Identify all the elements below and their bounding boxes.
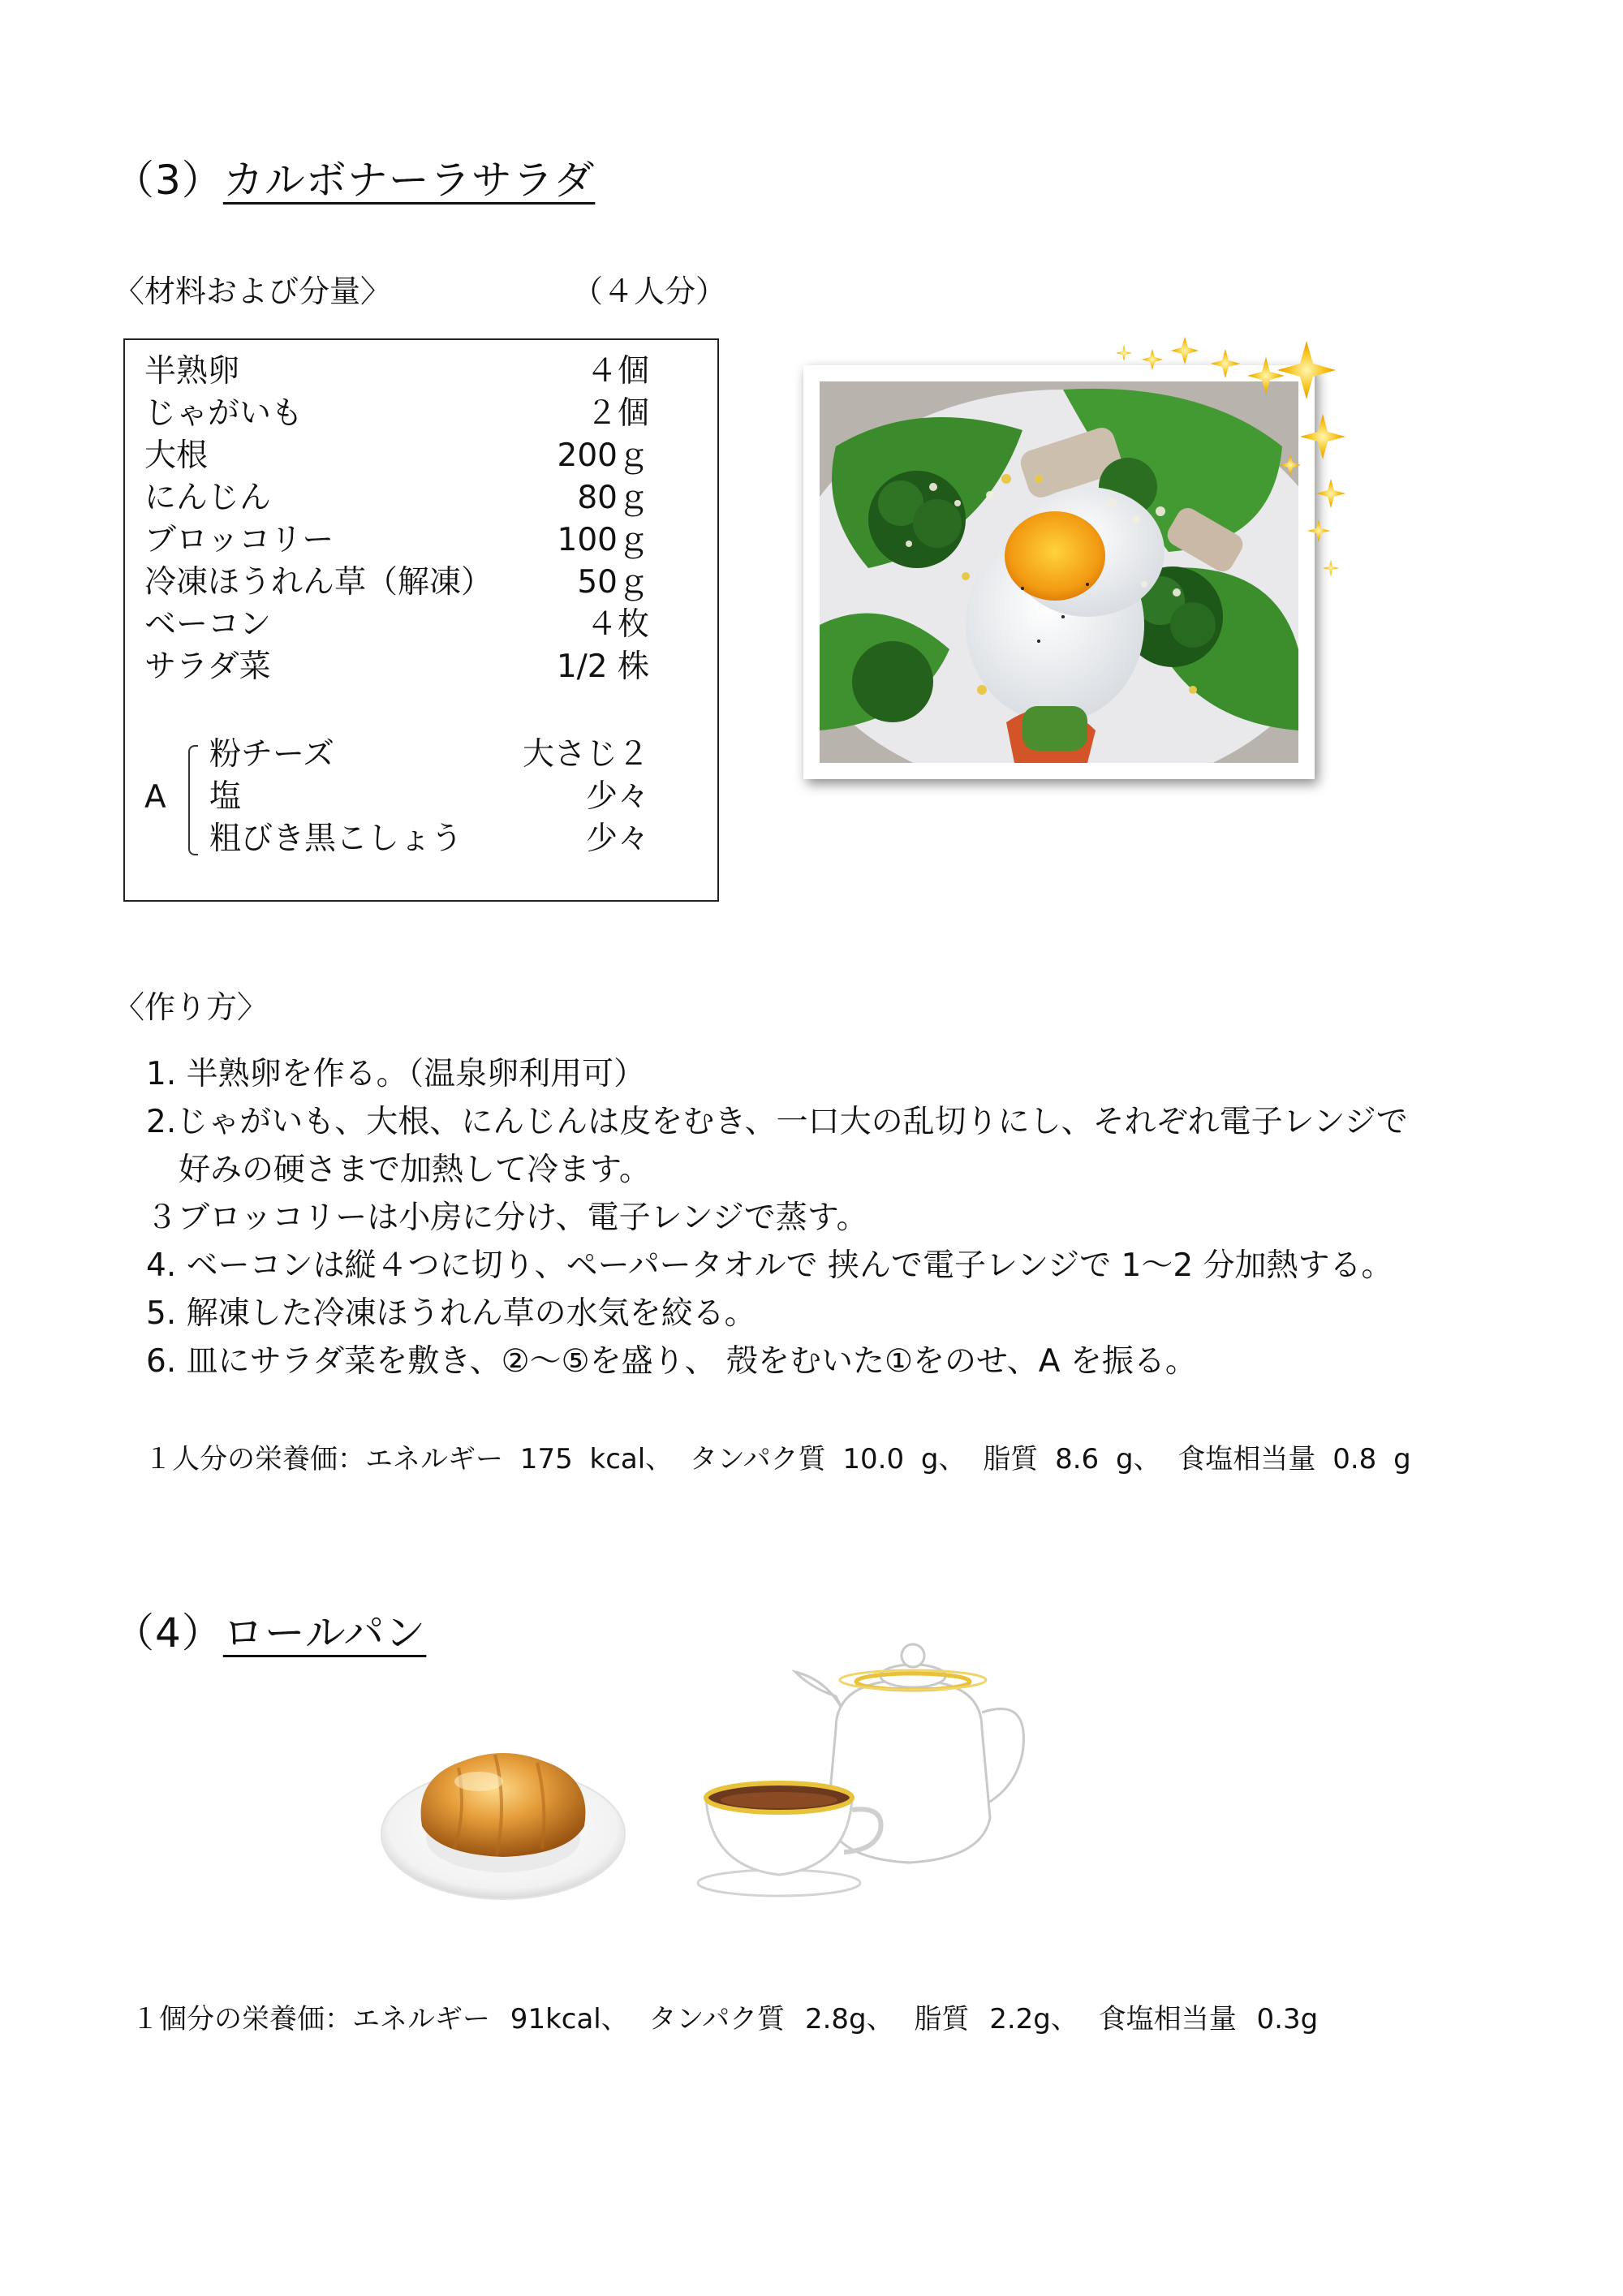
step-2: 2.じゃがいも、大根、にんじんは皮をむき、一口大の乱切りにし、それぞれ電子レンジで [146, 1104, 1408, 1140]
section-3-heading [114, 148, 595, 206]
ingredient-name: 粗びき黒こしょう [209, 821, 463, 857]
step-4: 4. ベーコンは縦４つに切り、ペーパータオルで 挟んで電子レンジで 1～2 分加熱する。 [146, 1247, 1393, 1284]
ingredient-amount: ４個 [585, 353, 649, 390]
ingredient-name: サラダ菜 [144, 648, 271, 685]
ingredient-row [144, 477, 664, 519]
section-3-nutrition: １人分の栄養価：エネルギー 175 kcal、 タンパク質 10.0 g、 脂質 8.6 g、 食塩相当量 0.8 g [144, 1443, 1411, 1475]
ingredient-name: 塩 [209, 778, 242, 815]
step-3: ３ブロッコリーは小房に分け、電子レンジで蒸す。 [146, 1200, 868, 1236]
ingredient-name: 冷凍ほうれん草（解凍） [144, 564, 493, 601]
ingredient-amount: 少々 [585, 778, 649, 815]
roll-bread-illustration [357, 1704, 649, 1915]
ingredient-row [144, 435, 664, 477]
ingredient-name: 粉チーズ [209, 736, 335, 773]
group-a-label: A [144, 779, 166, 816]
step-6: 6. 皿にサラダ菜を敷き、②～⑤を盛り、 殻をむいた①をのせ、A を振る。 [146, 1343, 1197, 1380]
servings: （４人分） [572, 274, 727, 309]
ingredient-amount: ４枚 [585, 606, 649, 643]
ingredient-row [144, 393, 664, 435]
ingredient-name: ブロッコリー [144, 522, 334, 558]
section-4-number: （4） [114, 1609, 223, 1656]
section-3-number: （3） [114, 157, 223, 204]
ingredient-amount: 1/2 株 [556, 648, 649, 685]
group-a-list [209, 734, 664, 860]
ingredient-amount: 少々 [585, 821, 649, 857]
ingredient-row [144, 646, 664, 688]
step-5: 5. 解凍した冷凍ほうれん草の水気を絞る。 [146, 1295, 756, 1332]
ingredient-name: 半熟卵 [144, 353, 240, 390]
ingredient-row [144, 604, 664, 646]
ingredient-amount: 大さじ２ [522, 736, 649, 773]
ingredient-row [144, 351, 664, 393]
ingredient-row [209, 818, 664, 860]
ingredient-row [209, 776, 664, 818]
ingredient-amount: 100ｇ [557, 522, 649, 558]
ingredient-name: にんじん [144, 480, 272, 516]
ingredient-amount: ２個 [585, 395, 649, 432]
method-heading: 〈作り方〉 [114, 989, 269, 1025]
group-a-bracket [188, 745, 198, 855]
ingredient-row [144, 562, 664, 604]
ingredient-name: 大根 [144, 437, 209, 474]
step-2-continued: 好みの硬さまで加熱して冷ます。 [179, 1152, 651, 1188]
ingredient-amount: 50ｇ [577, 564, 649, 601]
ingredient-name: ベーコン [144, 606, 272, 643]
ingredient-list [144, 351, 664, 688]
section-4-nutrition: １個分の栄養価：エネルギー 91kcal、 タンパク質 2.8g、 脂質 2.2g、 食塩相当量 0.3g [131, 2003, 1319, 2035]
section-3-title: カルボナーラサラダ [222, 157, 596, 204]
ingredient-row [209, 734, 664, 776]
method-steps [146, 1050, 1408, 1385]
section-4-heading [114, 1600, 426, 1659]
section-4-title: ロールパン [222, 1609, 427, 1656]
teacup-illustration [690, 1761, 893, 1899]
ingredient-name: じゃがいも [144, 395, 304, 432]
sparkle-stars-icon [1063, 325, 1355, 609]
ingredient-amount: 80ｇ [577, 480, 649, 516]
ingredients-heading: 〈材料および分量〉 [114, 274, 392, 309]
step-1: 1. 半熟卵を作る。（温泉卵利用可） [146, 1056, 646, 1092]
ingredient-amount: 200ｇ [557, 437, 649, 474]
ingredient-row [144, 519, 664, 562]
